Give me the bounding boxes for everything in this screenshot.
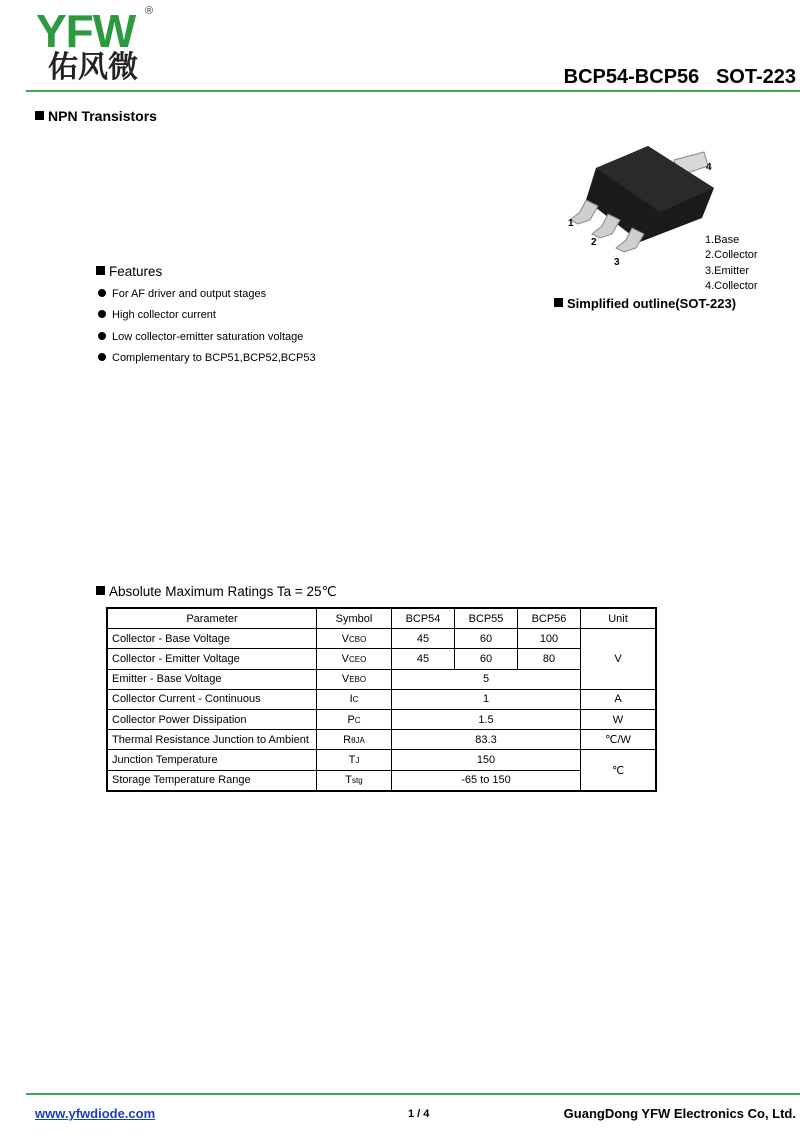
logo-chinese-name: 佑风微 (48, 51, 138, 84)
square-bullet-icon (96, 586, 105, 595)
value-cell: 45 (392, 629, 455, 649)
package-name: SOT-223 (715, 66, 796, 88)
pin-3-number: 3 (614, 257, 620, 268)
unit-cell: A (581, 689, 657, 709)
table-row (107, 730, 656, 750)
param-cell: Collector Power Dissipation (107, 709, 317, 729)
symbol-cell: VCEO (317, 649, 392, 669)
table-row (107, 649, 656, 669)
param-cell: Collector - Emitter Voltage (107, 649, 317, 669)
bullet-dot-icon (98, 353, 106, 361)
param-cell: Junction Temperature (107, 750, 317, 770)
table-row (107, 669, 656, 689)
document-title (564, 66, 796, 89)
table-row (107, 689, 656, 709)
square-bullet-icon (554, 298, 563, 307)
value-cell: 5 (392, 669, 581, 689)
pin-4-number: 4 (706, 162, 712, 173)
table-row (107, 709, 656, 729)
pin-legend-item: 2.Collector (705, 249, 758, 262)
header-symbol: Symbol (317, 608, 392, 629)
logo-wordmark: YFW (36, 5, 136, 57)
unit-cell: ℃ (581, 750, 657, 791)
table-header-row (107, 608, 656, 629)
value-cell: 45 (392, 649, 455, 669)
product-type-heading (35, 108, 157, 124)
value-cell: 83.3 (392, 730, 581, 750)
symbol-cell: Tstg (317, 770, 392, 791)
table-row (107, 770, 656, 791)
param-cell: Collector Current - Continuous (107, 689, 317, 709)
value-cell: -65 to 150 (392, 770, 581, 791)
footer-divider (26, 1093, 800, 1095)
symbol-cell: RθJA (317, 730, 392, 750)
bullet-dot-icon (98, 332, 106, 340)
ratings-heading (96, 584, 337, 600)
square-bullet-icon (96, 266, 105, 275)
unit-cell: V (581, 629, 657, 690)
value-cell: 150 (392, 750, 581, 770)
header-divider (26, 90, 800, 92)
part-range: BCP54-BCP56 (563, 66, 700, 88)
pin-1-number: 1 (568, 218, 574, 229)
feature-item: For AF driver and output stages (98, 287, 316, 308)
outline-caption-text: Simplified outline(SOT-223) (567, 296, 737, 311)
pin-legend-item: 3.Emitter (705, 264, 750, 277)
feature-item: Low collector-emitter saturation voltage (98, 330, 316, 351)
value-cell: 100 (518, 629, 581, 649)
unit-cell: W (581, 709, 657, 729)
page-number: 1 / 4 (408, 1108, 430, 1120)
param-cell: Collector - Base Voltage (107, 629, 317, 649)
registered-mark: ® (145, 5, 154, 17)
sot223-package-image (556, 138, 726, 268)
value-cell: 1.5 (392, 709, 581, 729)
feature-item: High collector current (98, 308, 316, 329)
symbol-cell: VCBO (317, 629, 392, 649)
pin-2-number: 2 (591, 237, 597, 248)
absolute-max-ratings-table (106, 607, 657, 792)
value-cell: 60 (455, 629, 518, 649)
value-cell: 60 (455, 649, 518, 669)
symbol-cell: IC (317, 689, 392, 709)
unit-cell: ℃/W (581, 730, 657, 750)
features-list (98, 287, 316, 372)
ratings-heading-text: Absolute Maximum Ratings Ta = 25℃ (109, 584, 337, 599)
bullet-dot-icon (98, 289, 106, 297)
company-name: GuangDong YFW Electronics Co, Ltd. (563, 1106, 796, 1121)
value-cell: 1 (392, 689, 581, 709)
symbol-cell: PC (317, 709, 392, 729)
square-bullet-icon (35, 111, 44, 120)
param-cell: Thermal Resistance Junction to Ambient (107, 730, 317, 750)
param-cell: Storage Temperature Range (107, 770, 317, 791)
symbol-cell: VEBO (317, 669, 392, 689)
product-type-text: NPN Transistors (48, 108, 157, 124)
param-cell: Emitter - Base Voltage (107, 669, 317, 689)
header-bcp56: BCP56 (518, 608, 581, 629)
header-bcp54: BCP54 (392, 608, 455, 629)
value-cell: 80 (518, 649, 581, 669)
pin-legend (705, 233, 758, 294)
header-bcp55: BCP55 (455, 608, 518, 629)
header-parameter: Parameter (107, 608, 317, 629)
header-unit: Unit (581, 608, 657, 629)
pin-legend-item: 1.Base (705, 234, 740, 246)
pin-legend-item: 4.Collector (705, 279, 758, 292)
symbol-cell: TJ (317, 750, 392, 770)
outline-caption (554, 296, 736, 311)
table-row (107, 629, 656, 649)
table-row (107, 750, 656, 770)
features-heading (96, 264, 162, 279)
features-heading-text: Features (109, 264, 163, 279)
feature-item: Complementary to BCP51,BCP52,BCP53 (98, 351, 316, 372)
bullet-dot-icon (98, 310, 106, 318)
website-link[interactable]: www.yfwdiode.com (35, 1106, 156, 1121)
